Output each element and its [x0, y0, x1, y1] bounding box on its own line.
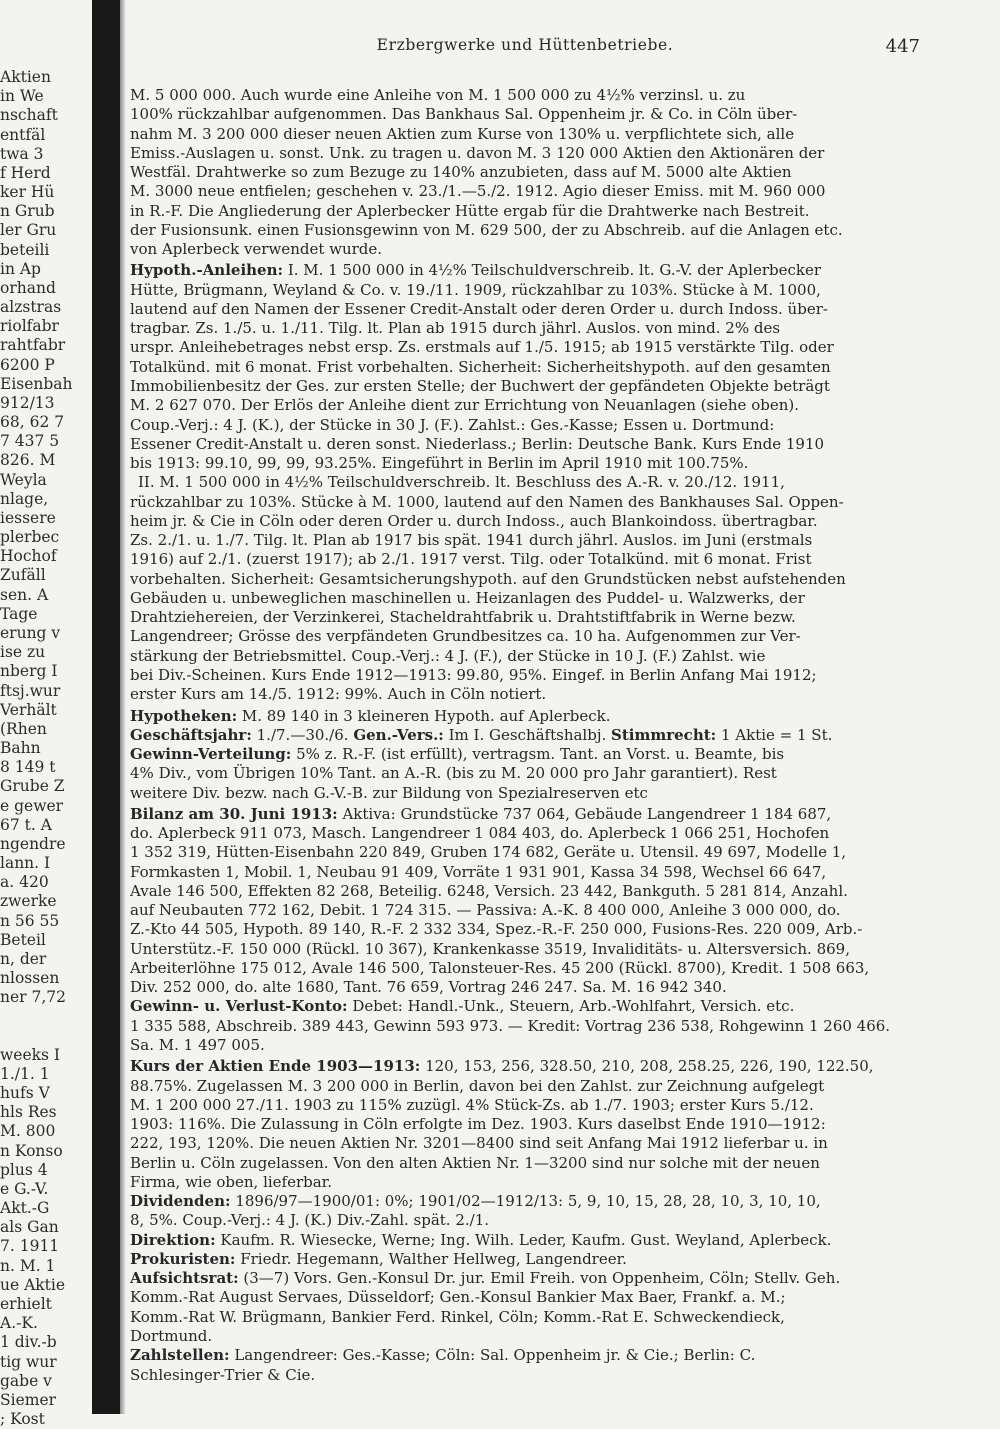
line-text: M. 89 140 in 3 kleineren Hypoth. auf Aplerbeck. [237, 706, 611, 725]
line-text: Friedr. Hegemann, Walther Hellweg, Langendreer. [235, 1249, 627, 1268]
facing-page-fragment [0, 68, 92, 1429]
line-text: Arbeiterlöhne 175 012, Avale 146 500, Talonsteuer-Res. 45 200 (Rückl. 8700), Kredit. 1 508 663, [130, 958, 870, 977]
facing-page-line: (Rhen [0, 719, 47, 738]
line-text: Im I. Geschäftshalbj. [443, 725, 612, 744]
text-line [130, 281, 920, 300]
text-line [130, 570, 920, 589]
line-text: von Aplerbeck verwendet wurde. [130, 240, 383, 259]
facing-page-line: ise zu [0, 643, 46, 662]
section-heading: Kurs der Aktien Ende 1903—1913: [130, 1057, 421, 1076]
facing-page-line: 67 t. A [0, 815, 52, 834]
text-line [130, 338, 920, 357]
line-text: Kaufm. R. Wiesecke, Werne; Ing. Wilh. Leder, Kaufm. Gust. Weyland, Aplerbeck. [215, 1230, 832, 1249]
text-line [130, 125, 920, 144]
line-text: in R.-F. Die Angliederung der Aplerbecker Hütte ergab für die Drahtwerke nach Bestreit. [130, 201, 810, 220]
line-text: 1 352 319, Hütten-Eisenbahn 220 849, Gruben 174 682, Geräte u. Utensil. 49 697, Modelle 1, [130, 843, 847, 862]
facing-page-line [0, 1027, 92, 1046]
facing-page-line: orhand [0, 278, 56, 297]
facing-page-line: erung v [0, 623, 61, 642]
line-text: bei Div.-Scheinen. Kurs Ende 1912—1913: 99.80, 95%. Eingef. in Berlin Anfang Mai 1912; [130, 665, 817, 684]
line-text: Avale 146 500, Effekten 82 268, Beteilig. 6248, Versich. 23 442, Bankguth. 5 281 814, Anzahl. [130, 881, 848, 900]
line-text: Coup.-Verj.: 4 J. (K.), der Stücke in 30 J. (F.). Zahlst.: Ges.-Kasse; Essen u. Dortmund: [130, 415, 775, 434]
text-line [130, 105, 920, 124]
line-text: 1896/97—1900/01: 0%; 1901/02—1912/13: 5, 9, 10, 15, 28, 28, 10, 3, 10, 10, [230, 1192, 821, 1211]
section-heading: Gewinn-Verteilung: [130, 745, 292, 764]
facing-page-line: n, der [0, 949, 47, 968]
text-line [130, 86, 920, 105]
line-text: auf Neubauten 772 162, Debit. 1 724 315. — Passiva: A.-K. 8 400 000, Anleihe 3 000 000, do. [130, 901, 841, 920]
line-text: Dortmund. [130, 1327, 213, 1345]
line-text: Langendreer; Grösse des verpfändeten Grundbesitzes ca. 10 ha. Aufgenommen zur Ver- [130, 627, 801, 646]
facing-page-line: Beteil [0, 930, 46, 949]
text-line [130, 805, 920, 824]
facing-page-line: nlossen [0, 969, 60, 988]
facing-page-line: iessere [0, 508, 56, 527]
line-text: Immobilienbesitz der Ges. zur ersten Stelle; der Buchwert der gepfändeten Objekte beträgt [130, 376, 830, 395]
section-heading: Hypotheken: [130, 706, 238, 725]
line-text: Komm.-Rat W. Brügmann, Bankier Ferd. Rinkel, Cöln; Komm.-Rat E. Schweckendieck, [130, 1307, 785, 1326]
line-text: stärkung der Betriebsmittel. Coup.-Verj.: 4 J. (F.), der Stücke in 10 J. (F.) Zahlst. wie [130, 646, 766, 665]
text-line [130, 1192, 920, 1211]
facing-page-line: weeks I [0, 1045, 61, 1064]
section-heading: Zahlstellen: [130, 1346, 230, 1365]
facing-page-line: n. M. 1 [0, 1256, 56, 1275]
facing-page-line: 7 437 5 [0, 432, 60, 451]
line-text: (3—7) Vors. Gen.-Konsul Dr. jur. Emil Freih. von Oppenheim, Cöln; Stellv. Geh. [238, 1269, 841, 1288]
text-line [130, 1096, 920, 1115]
text-line [130, 959, 920, 978]
facing-page-line: tig wur [0, 1352, 57, 1371]
text-line [130, 745, 920, 764]
facing-page-line: 1 div.-b [0, 1333, 57, 1352]
text-line [130, 1288, 920, 1307]
facing-page-line: e gewer [0, 796, 64, 815]
line-text: Hütte, Brügmann, Weyland & Co. v. 19./11. 1909, rückzahlbar zu 103%. Stücke à M. 1000, [130, 280, 821, 299]
section-heading: Gewinn- u. Verlust-Konto: [130, 997, 348, 1016]
text-line [130, 358, 920, 377]
facing-page-line [0, 1007, 92, 1026]
text-line [130, 707, 920, 726]
text-line [130, 978, 920, 997]
facing-page-line: nberg I [0, 662, 58, 681]
line-text: Essener Credit-Anstalt u. deren sonst. Niederlass.; Berlin: Deutsche Bank. Kurs Ende 1910 [130, 434, 825, 453]
line-text: Div. 252 000, do. alte 1680, Tant. 76 659, Vortrag 246 247. Sa. M. 16 942 340. [130, 978, 727, 997]
facing-page-line: ner 7,72 [0, 988, 67, 1007]
section-heading: Bilanz am 30. Juni 1913: [130, 804, 338, 823]
facing-page-line: Eisenbah [0, 374, 73, 393]
line-text: Schlesinger-Trier & Cie. [130, 1365, 316, 1384]
text-line [130, 1173, 920, 1192]
facing-page-line: beteili [0, 240, 50, 259]
text-line [130, 261, 920, 280]
facing-page-line: Hochof [0, 547, 57, 566]
facing-page-line: n Grub [0, 202, 55, 221]
text-line [130, 627, 920, 646]
line-text: lautend auf den Namen der Essener Credit-Anstalt oder deren Order u. durch Indoss. über- [130, 299, 828, 318]
line-text: I. M. 1 500 000 in 4½% Teilschuldverschreib. lt. G.-V. der Aplerbecker [283, 261, 822, 280]
line-text: do. Aplerbeck 911 073, Masch. Langendreer 1 084 403, do. Aplerbeck 1 066 251, Hochofen [130, 824, 830, 843]
facing-page-line: 826. M [0, 451, 56, 470]
facing-page-line: erhielt [0, 1295, 52, 1313]
facing-page-line: ue Aktie [0, 1275, 66, 1294]
line-text: 120, 153, 256, 328.50, 210, 208, 258.25, 226, 190, 122.50, [420, 1057, 874, 1076]
text-line [130, 493, 920, 512]
text-line [130, 531, 920, 550]
facing-page-line: Verhält [0, 700, 57, 719]
section-heading: Direktion: [130, 1230, 216, 1249]
text-line [130, 920, 920, 939]
line-text: 5% z. R.-F. (ist erfüllt), vertragsm. Tant. an Vorst. u. Beamte, bis [291, 745, 785, 764]
text-line [130, 202, 920, 221]
line-text: 100% rückzahlbar aufgenommen. Das Bankhaus Sal. Oppenheim jr. & Co. in Cöln über- [130, 105, 798, 124]
text-line [130, 843, 920, 862]
line-text: Zs. 2./1. u. 1./7. Tilg. lt. Plan ab 1917 bis spät. 1941 durch jährl. Auslos. im Juni (erstmals [130, 531, 813, 550]
text-line [130, 1366, 920, 1385]
line-text: 1903: 116%. Die Zulassung in Cöln erfolgte im Dez. 1903. Kurs daselbst Ende 1910—1912: [130, 1115, 826, 1134]
section-heading: Gen.-Vers.: [353, 725, 444, 744]
text-line [130, 240, 920, 259]
text-line [130, 1346, 920, 1365]
facing-page-line: lann. I [0, 854, 51, 873]
facing-page-line: 7. 1911 [0, 1237, 60, 1256]
facing-page-line: ftsj.wur [0, 681, 61, 700]
facing-page-line: a. 420 [0, 873, 49, 892]
facing-page-line: Aktien [0, 68, 51, 86]
line-text: heim jr. & Cie in Cöln oder deren Order u. durch Indoss., auch Blankoindoss. übertragbar. [130, 511, 818, 530]
line-text: der Fusionsunk. einen Fusionsgewinn von M. 629 500, der zu Abschreib. auf die Anlagen etc. [130, 220, 843, 239]
line-text: 1916) auf 2./1. (zuerst 1917); ab 2./1. 1917 verst. Tilg. oder Totalkünd. mit 6 monat. Frist [130, 550, 812, 569]
text-line [130, 300, 920, 319]
text-line [130, 435, 920, 454]
line-text: 88.75%. Zugelassen M. 3 200 000 in Berlin, davon bei den Zahlst. zur Zeichnung aufgelegt [130, 1076, 825, 1095]
facing-page-line: entfäl [0, 125, 46, 144]
facing-page-line: nlage, [0, 489, 49, 508]
facing-page-line: M. 800 [0, 1122, 56, 1141]
running-title: Erzbergwerke und Hüttenbetriebe. [376, 36, 674, 54]
line-text: nahm M. 3 200 000 dieser neuen Aktien zum Kurse von 130% u. verpflichtete sich, alle [130, 124, 795, 143]
line-text: II. M. 1 500 000 in 4½% Teilschuldverschreib. lt. Beschluss des A.-R. v. 20./12. 1911, [138, 473, 785, 492]
facing-page-line: sen. A [0, 585, 49, 604]
text-line [130, 1036, 920, 1055]
text-line [130, 647, 920, 666]
text-line [130, 901, 920, 920]
line-text: vorbehalten. Sicherheit: Gesamtsicherungshypoth. auf den Grundstücken nebst aufstehenden [130, 569, 846, 588]
facing-page-line: Grube Z [0, 777, 65, 796]
book-gutter [92, 0, 120, 1414]
facing-page-line: ler Gru [0, 221, 57, 240]
line-text: erster Kurs am 14./5. 1912: 99%. Auch in Cöln notiert. [130, 685, 547, 704]
section-heading: Stimmrecht: [611, 725, 717, 744]
text-line [130, 589, 920, 608]
facing-page-line: alzstras [0, 298, 62, 317]
facing-page-line: ngendre [0, 834, 66, 853]
text-line [130, 863, 920, 882]
line-text: Unterstütz.-F. 150 000 (Rückl. 10 367), Krankenkasse 3519, Invaliditäts- u. Altersversich. 869, [130, 939, 850, 958]
line-text: M. 2 627 070. Der Erlös der Anleihe dient zur Errichtung von Neuanlagen (siehe oben). [130, 396, 799, 415]
text-line [130, 726, 920, 745]
facing-page-line: in Ap [0, 259, 41, 278]
line-text: Drahtziehereien, der Verzinkerei, Stacheldrahtfabrik u. Drahtstiftfabrik in Werne bezw. [130, 608, 796, 627]
text-line [130, 221, 920, 240]
facing-page-line: ; Kost [0, 1410, 45, 1429]
text-line [130, 666, 920, 685]
text-line [130, 882, 920, 901]
line-text: weitere Div. bezw. nach G.-V.-B. zur Bildung von Spezialreserven etc [130, 783, 648, 802]
line-text: 4% Div., vom Übrigen 10% Tant. an A.-R. (bis zu M. 20 000 pro Jahr garantiert). Rest [130, 764, 777, 783]
facing-page-line: Tage [0, 604, 38, 623]
page-number: 447 [885, 36, 920, 57]
facing-page-line: 8 149 t [0, 758, 56, 777]
text-line [130, 512, 920, 531]
text-line [130, 784, 920, 803]
line-text: Totalkünd. mit 6 monat. Frist vorbehalten. Sicherheit: Sicherheitshypoth. auf den gesamten [130, 357, 831, 376]
section-heading: Geschäftsjahr: [130, 725, 252, 744]
page-header [130, 36, 920, 62]
text-line [130, 416, 920, 435]
facing-page-line: Siemer [0, 1390, 57, 1409]
facing-page-line: hufs V [0, 1084, 50, 1103]
text-line [130, 1250, 920, 1269]
text-line [130, 1077, 920, 1096]
text-line [130, 685, 920, 704]
text-line [130, 608, 920, 627]
facing-page-line: zwerke [0, 892, 57, 911]
facing-page-line: ker Hü [0, 183, 55, 202]
line-text: Langendreer: Ges.-Kasse; Cöln: Sal. Oppenheim jr. & Cie.; Berlin: C. [229, 1346, 756, 1365]
facing-page-line: Zufäll [0, 566, 46, 585]
facing-page-line: Akt.-G [0, 1199, 50, 1218]
text-line [130, 550, 920, 569]
facing-page-line: 1./1. 1 [0, 1064, 50, 1083]
text-line [130, 1327, 920, 1346]
facing-page-line: hls Res [0, 1103, 57, 1122]
text-line [130, 163, 920, 182]
facing-page-line: 68, 62 7 [0, 413, 65, 432]
line-text: tragbar. Zs. 1./5. u. 1./11. Tilg. lt. Plan ab 1915 durch jährl. Auslos. von mind. 2% des [130, 319, 781, 338]
section-heading: Prokuristen: [130, 1249, 236, 1268]
facing-page-line: n 56 55 [0, 911, 60, 930]
text-line [130, 764, 920, 783]
main-text-column [130, 86, 920, 1385]
line-text: 222, 193, 120%. Die neuen Aktien Nr. 3201—8400 sind seit Anfang Mai 1912 lieferbar u. in [130, 1134, 828, 1153]
facing-page-line: in We [0, 87, 44, 106]
line-text: M. 5 000 000. Auch wurde eine Anleihe von M. 1 500 000 zu 4½% verzinsl. u. zu [130, 86, 746, 104]
text-line [130, 454, 920, 473]
line-text: Debet: Handl.-Unk., Steuern, Arb.-Wohlfahrt, Versich. etc. [347, 997, 795, 1016]
text-line [130, 1269, 920, 1288]
text-line [130, 1211, 920, 1230]
text-line [130, 1057, 920, 1076]
facing-page-line: 912/13 [0, 393, 55, 412]
section-heading: Dividenden: [130, 1192, 231, 1211]
line-text: M. 1 200 000 27./11. 1903 zu 115% zuzügl. 4% Stück-Zs. ab 1./7. 1903; erster Kurs 5./12. [130, 1095, 814, 1114]
text-line [130, 1115, 920, 1134]
text-line [130, 144, 920, 163]
line-text: Gebäuden u. unbeweglichen maschinellen u. Heizanlagen des Puddel- u. Walzwerks, der [130, 588, 805, 607]
line-text: Sa. M. 1 497 005. [130, 1036, 265, 1055]
line-text: bis 1913: 99.10, 99, 99, 93.25%. Eingeführt in Berlin im April 1910 mit 100.75%. [130, 454, 749, 473]
facing-page-line: nschaft [0, 106, 58, 125]
line-text: 8, 5%. Coup.-Verj.: 4 J. (K.) Div.-Zahl. spät. 2./1. [130, 1211, 490, 1230]
text-line [130, 182, 920, 201]
facing-page-line: Bahn [0, 739, 41, 758]
line-text: Z.-Kto 44 505, Hypoth. 89 140, R.-F. 2 332 334, Spez.-R.-F. 250 000, Fusions-Res. 220 009, Arb.- [130, 920, 863, 939]
line-text: Westfäl. Drahtwerke so zum Bezuge zu 140% anzubieten, dass auf M. 5000 alte Aktien [130, 163, 792, 182]
line-text: Firma, wie oben, lieferbar. [130, 1172, 332, 1191]
line-text: 1 Aktie = 1 St. [716, 725, 833, 744]
text-line [130, 997, 920, 1016]
text-line [130, 1308, 920, 1327]
text-line [130, 940, 920, 959]
text-line [130, 1154, 920, 1173]
text-line [130, 824, 920, 843]
facing-page-line: Weyla [0, 470, 47, 489]
text-line [130, 1134, 920, 1153]
section-heading: Hypoth.-Anleihen: [130, 261, 284, 280]
text-line [130, 396, 920, 415]
facing-page-line: twa 3 [0, 144, 44, 163]
facing-page-line: n Konso [0, 1141, 63, 1160]
text-line [130, 1231, 920, 1250]
gutter-shadow [120, 0, 126, 1414]
facing-page-line: A.-K. [0, 1314, 38, 1333]
text-line [130, 377, 920, 396]
line-text: Formkasten 1, Mobil. 1, Neubau 91 409, Vorräte 1 931 901, Kassa 34 598, Wechsel 66 647, [130, 862, 827, 881]
text-line [130, 473, 920, 492]
text-line [130, 1017, 920, 1036]
line-text: rückzahlbar zu 103%. Stücke à M. 1000, lautend auf den Namen des Bankhauses Sal. Oppen- [130, 492, 844, 511]
facing-page-line: 6200 P [0, 355, 55, 374]
facing-page-line: als Gan [0, 1218, 59, 1237]
line-text: M. 3000 neue entfielen; geschehen v. 23./1.—5./2. 1912. Agio dieser Emiss. mit M. 960 000 [130, 182, 826, 201]
facing-page-line: plus 4 [0, 1160, 48, 1179]
line-text: Berlin u. Cöln zugelassen. Von den alten Aktien Nr. 1—3200 sind nur solche mit der neuen [130, 1153, 820, 1172]
facing-page-line: f Herd [0, 163, 51, 182]
facing-page-line: rahtfabr [0, 336, 66, 355]
line-text: Emiss.-Auslagen u. sonst. Unk. zu tragen u. davon M. 3 120 000 Aktien den Aktionären der [130, 143, 825, 162]
line-text: Aktiva: Grundstücke 737 064, Gebäude Langendreer 1 184 687, [337, 804, 832, 823]
line-text: 1 335 588, Abschreib. 389 443, Gewinn 593 973. — Kredit: Vortrag 236 538, Rohgewinn 1 260 466. [130, 1016, 891, 1035]
line-text: urspr. Anleihebetrages nebst ersp. Zs. erstmals auf 1./5. 1915; ab 1915 verstärkte Tilg. oder [130, 338, 834, 357]
section-heading: Aufsichtsrat: [130, 1269, 239, 1288]
facing-page-line: e G.-V. [0, 1179, 49, 1198]
facing-page-line: riolfabr [0, 317, 59, 336]
line-text: Komm.-Rat August Servaes, Düsseldorf; Gen.-Konsul Bankier Max Baer, Frankf. a. M.; [130, 1288, 786, 1307]
facing-page-line: plerbec [0, 528, 60, 547]
text-line [130, 319, 920, 338]
line-text: 1./7.—30./6. [251, 725, 354, 744]
facing-page-line: gabe v [0, 1371, 52, 1390]
